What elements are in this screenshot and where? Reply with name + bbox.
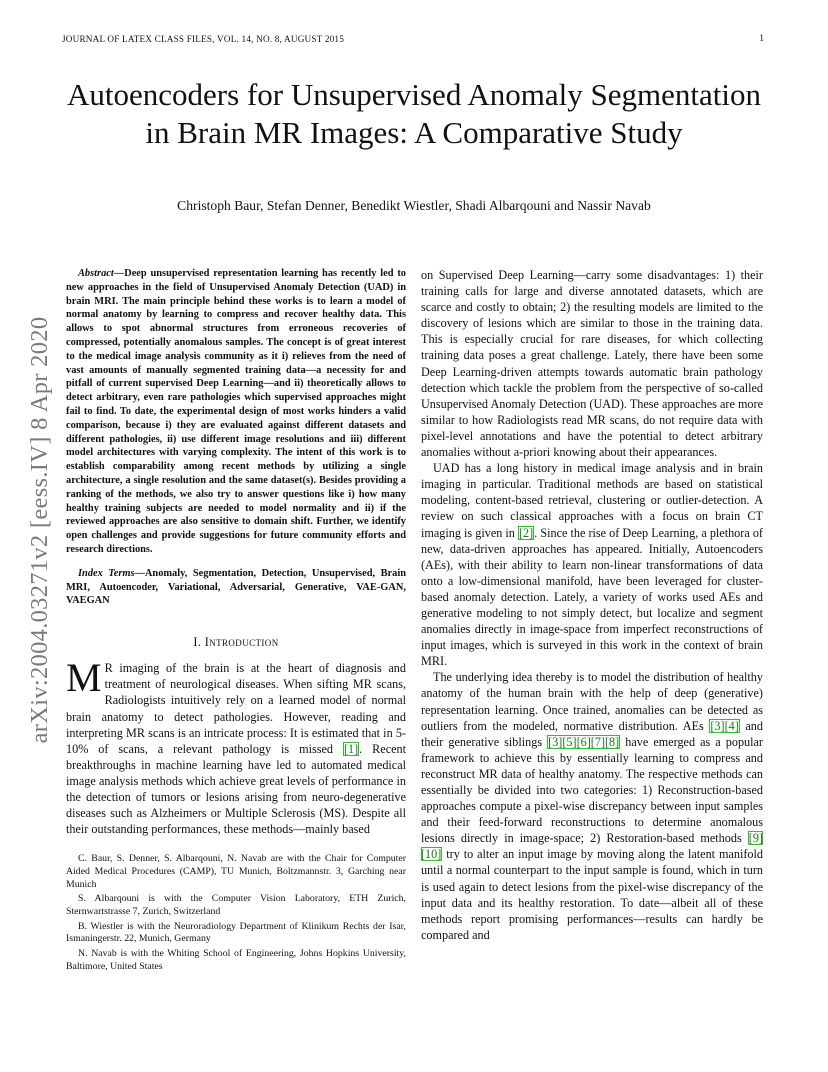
footnote: N. Navab is with the Whiting School of Engineering, Johns Hopkins University, Baltimore, United States [66, 948, 406, 972]
dropcap: M [66, 655, 102, 701]
arxiv-stamp [20, 290, 60, 770]
citation-link[interactable]: [3][4] [710, 718, 739, 733]
citation-link[interactable]: [9][10] [421, 831, 763, 862]
author-list: Christoph Baur, Stefan Denner, Benedikt Wiestler, Shadi Albarqouni and Nassir Navab [177, 198, 651, 213]
page-number: 1 [759, 34, 764, 44]
intro-text-a: R imaging of the brain is at the heart of diagnosis and treatment of neurological diseases. When sifting MR scans, Radiologists intuitively rely on a learned model of normal brain anatomy to detect pathologies. However, reading and interpreting MR scans is an intricate process: It is estimated that in 5-10% of scans, a relevant pathology is missed [66, 661, 406, 756]
footnote: S. Albarqouni is with the Computer Vision Laboratory, ETH Zurich, Sternwartstrasse 7, Zurich, Switzerland [66, 893, 406, 918]
body-paragraph: on Supervised Deep Learning—carry some disadvantages: 1) their training calls for large and diverse annotated datasets, which are scarce and costly to obtain; 2) the resulting models are limited to the discovery of lesions which are similar to those in the training data. This is especially crucial for rare diseases, for which collecting training data poses a great challenge. Lately, there have been some Deep Learning-driven attempts towards automatic brain pathology detection which tackle the problem from the perspective of so-called Unsupervised Anomaly Detection (UAD). These approaches are more similar to how Radiologists read MR scans, do not require data with pixel-level annotations and have the potential to detect arbitrary anomalies without a-priori knowing about their appearances. [421, 268, 763, 460]
running-head: JOURNAL OF LATEX CLASS FILES, VOL. 14, NO. 8, AUGUST 2015 [62, 34, 345, 44]
section-title: Introduction [204, 635, 279, 650]
right-column [421, 267, 763, 943]
abstract [66, 267, 406, 557]
paper-title: Autoencoders for Unsupervised Anomaly Segmentation in Brain MR Images: A Comparative Study [67, 77, 761, 150]
body-text: UAD has a long history in medical image analysis and in brain imaging in particular. Traditional methods are based on statistical modeling, content-based retrieval, clustering or outlier-detection. A review on such classical approaches with a focus on brain CT imaging is given in [421, 461, 763, 540]
body-paragraph [421, 669, 763, 943]
intro-paragraph [66, 655, 406, 837]
body-text: . Since the rise of Deep Learning, a plethora of new, data-driven approaches has appeared. Initially, Autoencoders (AEs), with their ability to learn non-linear transformations of data onto a low-dimensional manifold, have been leveraged for cluster-based anomaly detection. Lately, a variety of works used AEs and generative modeling to not simply detect, but localize and segment anomalies directly in image-space from imperfect reconstructions of input images, which is surveyed in this work in the context of brain MRI. [421, 525, 763, 669]
footnote: C. Baur, S. Denner, S. Albarqouni, N. Navab are with the Chair for Computer Aided Medical Procedures (CAMP), TU Munich, Boltzmannstr. 3, Garching near Munich [66, 853, 406, 890]
body-text: The underlying idea thereby is to model the distribution of healthy anatomy of the human brain with the help of deep (generative) representation learning. Once trained, anomalies can be detected as outliers from the modeled, normative distribution. AEs [421, 670, 763, 733]
citation-link[interactable]: [3][5][6][7][8] [548, 734, 620, 749]
footnotes [66, 853, 406, 973]
section-heading-introduction [66, 634, 406, 650]
left-column [66, 267, 406, 976]
index-terms-label: Index Terms [78, 567, 135, 579]
body-text: try to alter an input image by moving along the latent manifold until a normal counterpart to the input sample is found, which in turn is used again to detect lesions from the pixel-wise discrepancy of the input data and its healthy restoration. To date—albeit all of these methods report promising performances—results can hardly be compared and [421, 847, 763, 942]
citation-link[interactable]: [1] [343, 741, 359, 756]
citation-link[interactable]: [2] [518, 525, 534, 540]
index-terms [66, 567, 406, 608]
index-terms-text: —Anomaly, Segmentation, Detection, Unsupervised, Brain MRI, Autoencoder, Variational, Adversarial, Generative, VAE-GAN, VAEGAN [66, 567, 406, 607]
section-number: I. [193, 635, 205, 650]
body-text: have emerged as a popular framework to achieve this by essentially learning to compress and reconstruct MR data of healthy anatomy. The respective methods can essentially be divided into two categories: 1) Reconstruction-based approaches compute a pixel-wise discrepancy between input samples and their feed-forward reconstructions to determine anomalous lesions directly in image-space; 2) Restoration-based methods [421, 734, 763, 846]
body-text: and their generative siblings [421, 718, 763, 749]
abstract-text: —Deep unsupervised representation learning has recently led to new approaches in the field of Unsupervised Anomaly Detection (UAD) in brain MRI. The main principle behind these works is to learn a model of normal anatomy by learning to compress and recover healthy data. This allows to spot abnormal structures from erroneous recoveries of compressed, potentially anomalous samples. The concept is of great interest to the medical image analysis community as it i) relieves from the need of vast amounts of manually segmented training data—a necessity for and pitfall of current supervised Deep Learning—and ii) theoretically allows to detect arbitrary, even rare pathologies which supervised approaches might fail to find. To date, the experimental design of most works hinders a valid comparison, because i) they are evaluated against different datasets and different pathologies, ii) use different image resolutions and iii) different model architectures with varying complexity. The intent of this work is to establish comparability among recent methods by utilizing a single architecture, a single resolution and the same dataset(s). Besides providing a ranking of the methods, we also try to answer questions like i) how many healthy training subjects are needed to model normality and ii) if the reviewed approaches are also sensitive to domain shift. Further, we identify open challenges and provide suggestions for future community efforts and research directions. [66, 268, 406, 555]
arxiv-stamp-text: arXiv:2004.03271v2 [eess.IV] 8 Apr 2020 [26, 316, 53, 744]
body-paragraph [421, 460, 763, 669]
footnote: B. Wiestler is with the Neuroradiology Department of Klinikum Rechts der Isar, Ismaningerstr. 22, Munich, Germany [66, 920, 406, 945]
abstract-label: Abstract [78, 268, 114, 279]
intro-text-b: . Recent breakthroughs in machine learning have led to automated medical image analysis methods which achieve great levels of performance in the detection of tumors or lesions arising from neuro-degenerative diseases such as Alzheimers or Multiple Sclerosis (MS). Despite all their outstanding performances, these methods—mainly based [66, 741, 406, 837]
